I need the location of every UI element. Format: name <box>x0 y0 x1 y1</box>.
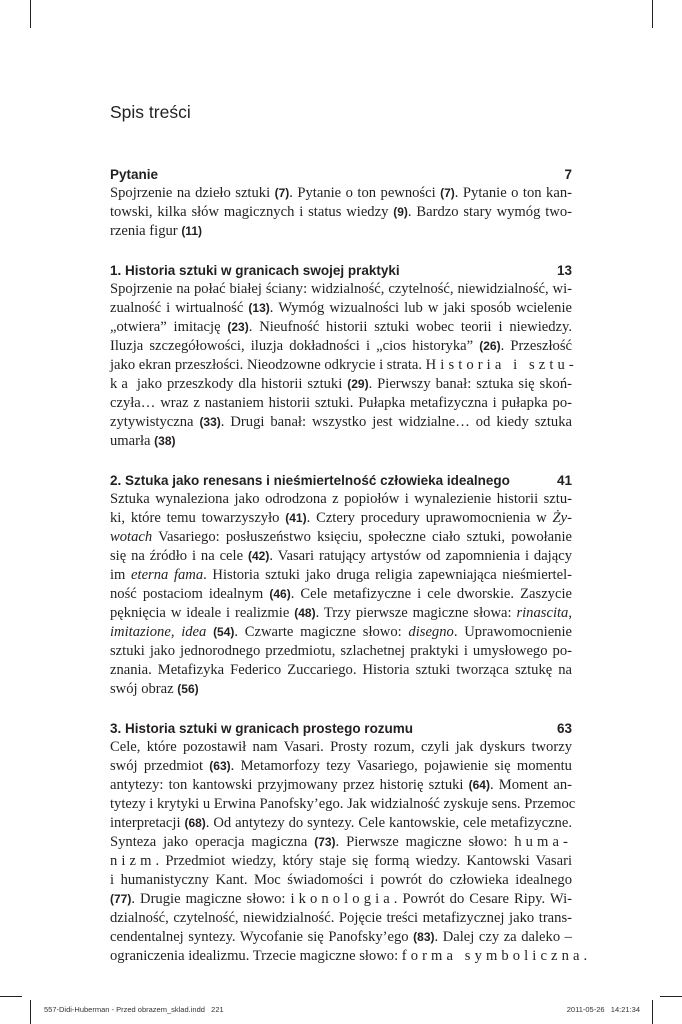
toc-summary-line <box>110 528 572 547</box>
summary-text: . Drugi banał: wszystko jest widzialne… od kiedy sztuka <box>220 414 572 430</box>
toc-section <box>110 719 588 966</box>
toc-summary-line <box>110 547 572 566</box>
page-reference: (33) <box>199 415 221 429</box>
toc-summary-line <box>110 432 572 451</box>
page-reference: (7) <box>440 186 455 200</box>
summary-text: tytezy i krytyki u Erwina Panofsky’ego. Jak widzialność zyskuje sens. Przemoc <box>110 796 576 812</box>
toc-entry-heading <box>110 165 572 184</box>
summary-text: . Vasari ratujący artystów od zapomnienia i dający <box>269 548 572 564</box>
summary-text: antytezy: ton kantowski przyjmowany przez historię sztuki <box>110 777 469 793</box>
toc-entry-page: 7 <box>564 167 572 182</box>
summary-text: forma symboliczna <box>401 948 584 964</box>
page-reference: (63) <box>209 759 231 773</box>
page-reference: (38) <box>154 434 176 448</box>
toc-summary-line <box>110 184 572 203</box>
summary-text: . Nieufność historii sztuki wobec teorii i niewiedzy. <box>248 319 572 335</box>
toc-summary-line <box>110 375 572 394</box>
toc-summary-line <box>110 852 572 871</box>
page-reference: (7) <box>274 186 290 200</box>
toc-summary-line <box>110 299 572 318</box>
toc-section <box>110 165 572 241</box>
toc-summary-line <box>110 947 588 966</box>
toc-summary-line <box>110 318 572 337</box>
summary-text: znania. Metafizyka Federico Zuccariego. Historia sztuki tworząca sztukę na <box>110 662 572 678</box>
toc-entry-title: 2. Sztuka jako renesans i nieśmiertelność człowieka idealnego <box>110 473 510 488</box>
summary-text: ikonologia <box>290 891 394 907</box>
summary-text: Ży- <box>552 510 572 526</box>
summary-text: czyła… wraz z nastaniem historii sztuki. Pułapka metafizyczna i pułapka po- <box>110 395 572 411</box>
summary-text: Spojrzenie na połać białej ściany: widzialność, czytelność, niewidzialność, wi- <box>110 281 572 297</box>
summary-text: . Trzy pierwsze magiczne słowa: <box>315 605 517 621</box>
summary-text: ka <box>110 376 132 392</box>
page-reference: (29) <box>347 377 369 391</box>
toc-summary-line <box>110 680 572 699</box>
toc-summary-line <box>110 661 572 680</box>
summary-text: , <box>170 624 182 640</box>
toc-entry-heading <box>110 719 572 738</box>
summary-text: Cele, które pozostawił nam Vasari. Prosty rozum, czyli jak dyskurs tworzy <box>110 739 572 755</box>
toc-summary-line <box>110 490 572 509</box>
toc-summary-line <box>110 509 572 528</box>
summary-text: . Cztery procedury uprawomocnienia w <box>306 510 553 526</box>
page-reference: (48) <box>294 606 316 620</box>
page-reference: (77) <box>110 892 132 906</box>
toc-summary-line <box>110 909 572 928</box>
summary-text: wotach <box>110 529 153 545</box>
summary-text: Sztuka wynaleziona jako odrodzona z popiołów i wynalezienie historii sztu- <box>110 491 572 507</box>
toc-summary-line <box>110 337 572 356</box>
summary-text: . Przedmiot wiedzy, który staje się formą wiedzy. Kantowski Vasari <box>155 853 572 869</box>
summary-text: . Dalej czy za daleko – <box>434 929 572 945</box>
summary-text: . Cele metafizyczne i cele dworskie. Zaszycie <box>290 586 572 602</box>
toc-section <box>110 261 578 451</box>
summary-text: . Metamorfozy tezy Vasariego, pojawienie się momentu <box>230 758 572 774</box>
summary-text: zualność i wirtualność <box>110 300 249 316</box>
summary-text: dzialność, czytelność, niewidzialność. Pojęcie treści metafizycznej jako trans- <box>110 910 572 926</box>
summary-text: . Od antytezy do syntezy. Cele kantowskie, cele metafizyczne. <box>205 815 572 831</box>
summary-text: . Powrót do Cesare Ripy. Wi- <box>393 891 572 907</box>
summary-text: . Moment an- <box>489 777 572 793</box>
summary-text: towski, kilka słów magicznych i status wiedzy <box>110 204 394 220</box>
toc-section <box>110 471 572 699</box>
summary-text: cendentalnej syntezy. Wycofanie się Panofsky’ego <box>110 929 414 945</box>
toc-summary-line <box>110 566 572 585</box>
summary-text: interpretacji <box>110 815 185 831</box>
crop-mark <box>30 1000 31 1024</box>
summary-text: imitazione <box>110 624 171 640</box>
toc-summary-line <box>110 776 572 795</box>
crop-mark <box>0 996 22 997</box>
page-reference: (54) <box>213 625 235 639</box>
toc-summary-line <box>110 356 578 375</box>
summary-text: Historia i sztu- <box>425 357 578 373</box>
summary-text: . Bardzo stary wymóg two- <box>407 204 572 220</box>
summary-text: rinascita <box>516 605 569 621</box>
summary-text: się na źródło i na cele <box>110 548 248 564</box>
summary-text: . Uprawomocnienie <box>453 624 572 640</box>
summary-text: pęknięcia w ideale i realizmie <box>110 605 295 621</box>
page-reference: (26) <box>479 339 501 353</box>
summary-text: rzenia figur <box>110 223 182 239</box>
toc-entry-heading <box>110 261 572 280</box>
page-reference: (68) <box>184 816 206 830</box>
summary-text: i humanistyczny Kant. Moc świadomości i powrót do człowieka idealnego <box>110 872 572 888</box>
toc-summary-line <box>110 757 572 776</box>
summary-text: swój obraz <box>110 681 178 697</box>
summary-text: nizm <box>110 853 156 869</box>
summary-text: . Pytanie o ton kan- <box>454 185 572 201</box>
summary-text: huma- <box>514 834 572 850</box>
toc-summary-line <box>110 814 572 833</box>
page-reference: (9) <box>393 205 408 219</box>
crop-mark <box>652 0 653 28</box>
summary-text: ki, które temu towarzyszyło <box>110 510 286 526</box>
summary-text: . Czwarte magiczne słowo: <box>234 624 409 640</box>
toc-summary-line <box>110 833 572 852</box>
crop-mark <box>652 1000 653 1024</box>
summary-text: jako ekran przeszłości. Nieodzowne odkrycie i strata. <box>110 357 426 373</box>
summary-text: zytywistyczna <box>110 414 200 430</box>
page-title: Spis treści <box>110 102 191 122</box>
page-reference: (46) <box>269 587 291 601</box>
summary-text: . Pierwszy banał: sztuka się skoń- <box>368 376 572 392</box>
toc-entry-title: 1. Historia sztuki w granicach swojej praktyki <box>110 263 400 278</box>
summary-text: ograniczenia idealizmu. Trzecie magiczne słowo: <box>110 948 402 964</box>
summary-text: . Wymóg wizualności lub w jaki sposób wcielenie <box>269 300 572 316</box>
summary-text: im <box>110 567 132 583</box>
summary-text: „otwiera” imitację <box>110 319 228 335</box>
summary-text: idea <box>181 624 207 640</box>
page-reference: (42) <box>247 549 270 563</box>
footer-file-info: 557-Didi-Huberman - Przed obrazem_sklad.indd 221 <box>44 1005 224 1014</box>
summary-text: disegno <box>408 624 454 640</box>
toc-entry-page: 41 <box>556 473 572 488</box>
page-reference: (73) <box>314 835 336 849</box>
toc-entry-page: 63 <box>556 721 572 736</box>
crop-mark <box>660 996 682 997</box>
page-reference: (11) <box>181 224 202 238</box>
page-reference: (23) <box>227 320 249 334</box>
toc-summary-line <box>110 413 572 432</box>
toc-entry-title: 3. Historia sztuki w granicach prostego rozumu <box>110 721 414 736</box>
summary-text: jako przeszkody dla historii sztuki <box>131 376 348 392</box>
toc-summary-line <box>110 604 572 623</box>
summary-text: , <box>568 605 572 621</box>
summary-text: . Pierwsze magiczne słowo: <box>335 834 515 850</box>
toc-summary-line <box>110 222 572 241</box>
table-of-contents <box>110 165 588 986</box>
toc-summary-line <box>110 871 572 890</box>
toc-summary-line <box>110 928 572 947</box>
summary-text: sztuki jako jednorodnego przedmiotu, szlachetnej praktyki i umysłowego po- <box>110 643 572 659</box>
toc-summary-line <box>110 280 572 299</box>
summary-text: umarła <box>110 433 155 449</box>
toc-summary-line <box>110 642 572 661</box>
summary-text: Vasariego: posłuszeństwo księciu, społeczne ciało sztuki, powołanie <box>152 529 572 545</box>
page-reference: (64) <box>468 778 490 792</box>
summary-text: ność postaciom idealnym <box>110 586 270 602</box>
footer-timestamp: 2011-05-26 14:21:34 <box>566 1005 640 1014</box>
page-reference: (56) <box>177 682 199 696</box>
summary-text: Synteza jako operacja magiczna <box>110 834 315 850</box>
toc-summary-line <box>110 795 576 814</box>
summary-text: . Pytanie o ton pewności <box>289 185 441 201</box>
summary-text: . <box>583 948 588 964</box>
toc-entry-title: Pytanie <box>110 167 159 182</box>
toc-entry-page: 13 <box>556 263 572 278</box>
summary-text: Spojrzenie na dzieło sztuki <box>110 185 275 201</box>
page-reference: (41) <box>285 511 307 525</box>
crop-mark <box>30 0 31 28</box>
toc-summary-line <box>110 203 572 222</box>
summary-text: swój przedmiot <box>110 758 210 774</box>
summary-text: . Drugie magiczne słowo: <box>131 891 291 907</box>
toc-summary-line <box>110 394 572 413</box>
toc-summary-line <box>110 890 572 909</box>
page-reference: (13) <box>248 301 270 315</box>
toc-summary-line <box>110 585 572 604</box>
summary-text: . Historia sztuki jako druga religia zapewniająca nieśmiertel- <box>203 567 572 583</box>
summary-text: Iluzja szczegółowości, iluzja dokładności i „cios historyka” <box>110 338 480 354</box>
summary-text: . Przeszłość <box>500 338 572 354</box>
toc-summary-line <box>110 738 572 757</box>
toc-entry-heading <box>110 471 572 490</box>
toc-summary-line <box>110 623 572 642</box>
summary-text: eterna fama <box>131 567 204 583</box>
page-reference: (83) <box>413 930 435 944</box>
